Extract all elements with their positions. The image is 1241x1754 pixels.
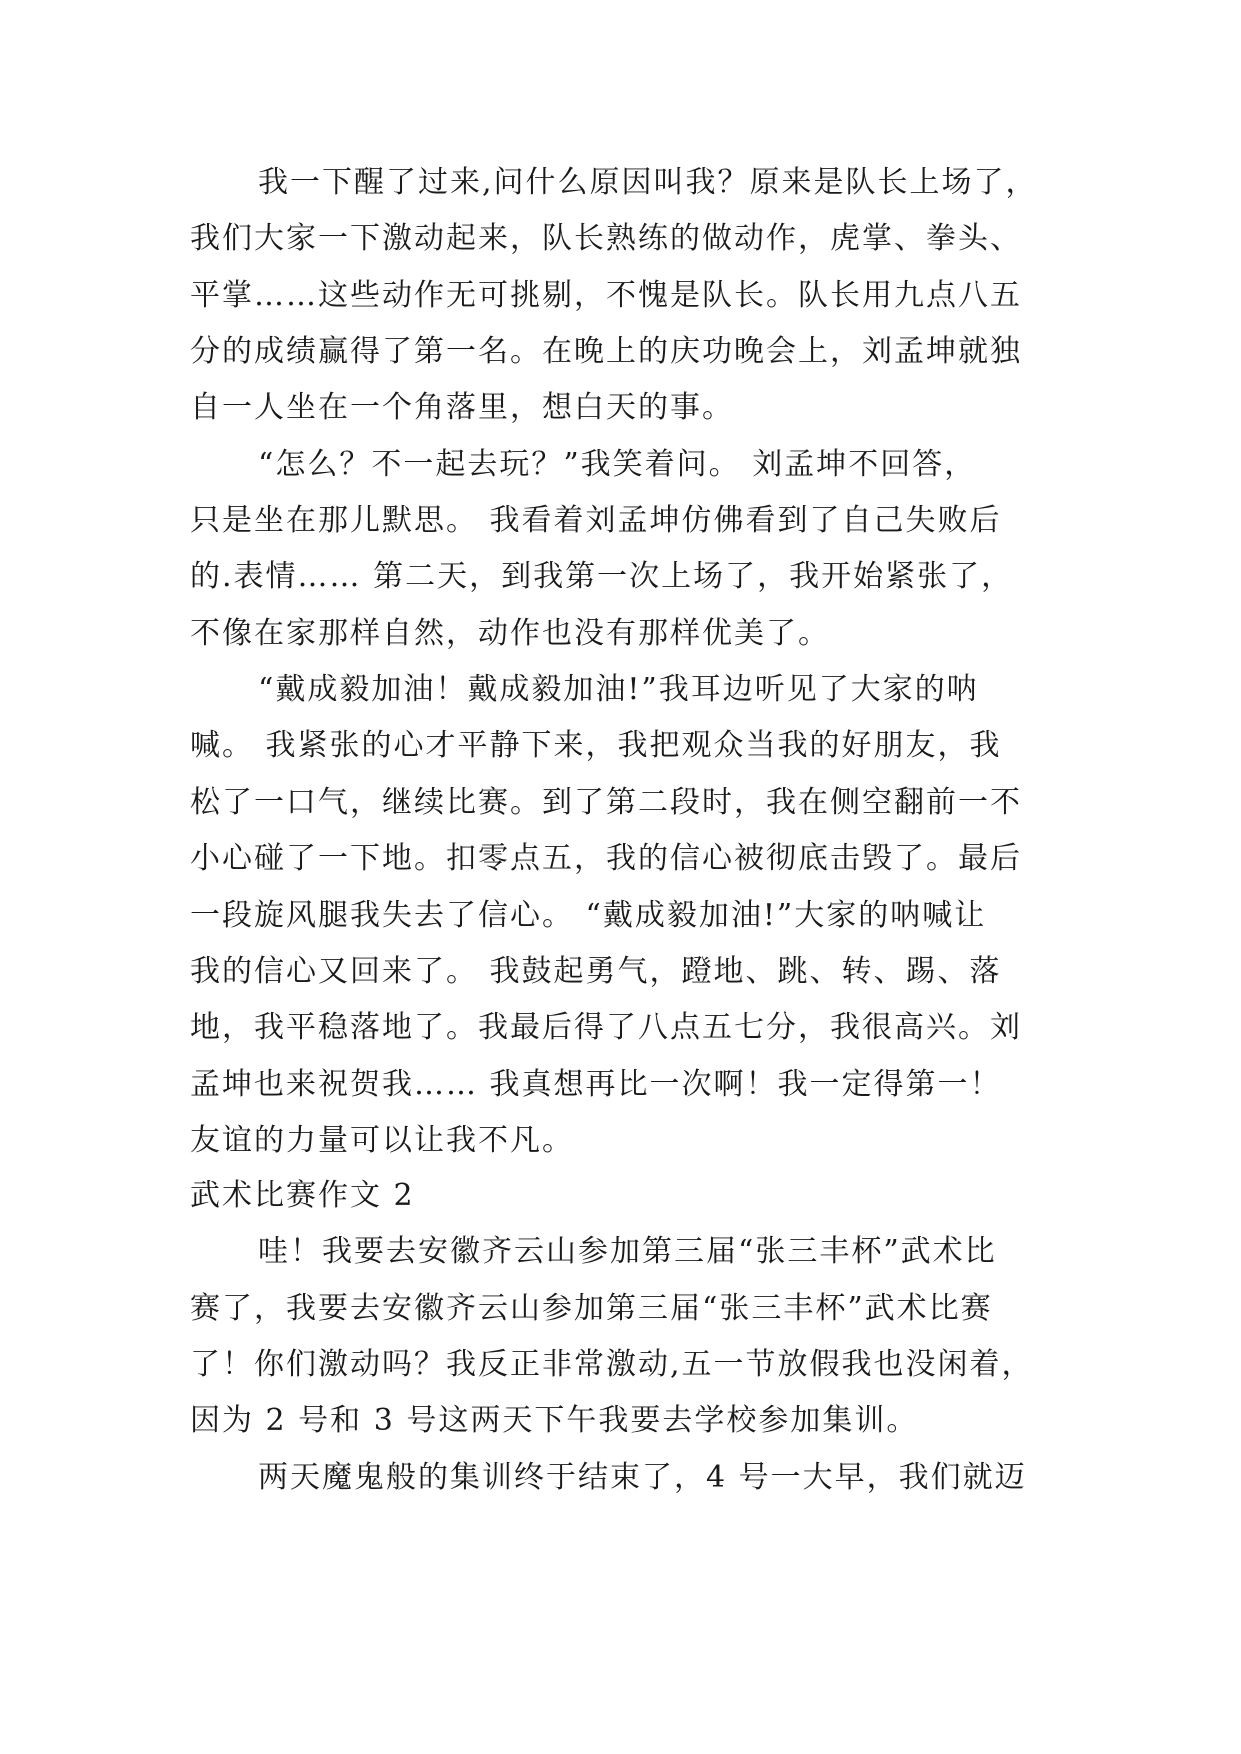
text-line: 自一人坐在一个角落里，想白天的事。 — [190, 390, 734, 425]
text-line: 因为 2 号和 3 号这两天下午我要去学校参加集训。 — [190, 1403, 919, 1438]
text-line: 我一下醒了过来,问什么原因叫我？原来是队长上场了， — [258, 165, 1038, 200]
text-line: 分的成绩赢得了第一名。在晚上的庆功晚会上，刘孟坤就独 — [190, 334, 1022, 369]
text-line: 喊。 我紧张的心才平静下来，我把观众当我的好朋友，我 — [190, 728, 1002, 763]
text-line: 友谊的力量可以让我不凡。 — [190, 1123, 574, 1158]
text-line: 松了一口气，继续比赛。到了第二段时，我在侧空翻前一不 — [190, 785, 1022, 820]
text-line: 地，我平稳落地了。我最后得了八点五七分，我很高兴。刘 — [190, 1010, 1022, 1045]
text-line: 只是坐在那儿默思。 我看着刘孟坤仿佛看到了自己失败后 — [190, 503, 1002, 538]
text-line: 了！你们激动吗？我反正非常激动,五一节放假我也没闲着， — [190, 1347, 1034, 1382]
text-line: 的.表情…… 第二天，到我第一次上场了，我开始紧张了， — [190, 559, 1014, 594]
section-heading: 武术比赛作文 2 — [190, 1178, 415, 1213]
text-line: 小心碰了一下地。扣零点五，我的信心被彻底击毁了。最后 — [190, 841, 1022, 876]
text-line: 不像在家那样自然，动作也没有那样优美了。 — [190, 616, 830, 651]
text-line: 赛了，我要去安徽齐云山参加第三届“张三丰杯”武术比赛 — [190, 1291, 993, 1326]
text-line: “戴成毅加油！戴成毅加油!”我耳边听见了大家的呐 — [258, 672, 979, 707]
text-line: “怎么？不一起去玩？”我笑着问。 刘孟坤不回答， — [258, 447, 977, 482]
text-line: 哇！我要去安徽齐云山参加第三届“张三丰杯”武术比 — [258, 1234, 997, 1269]
text-line: 平掌……这些动作无可挑剔，不愧是队长。队长用九点八五 — [190, 278, 1022, 313]
text-line: 孟坤也来祝贺我…… 我真想再比一次啊！我一定得第一！ — [190, 1067, 1002, 1102]
text-line: 两天魔鬼般的集训终于结束了，4 号一大早，我们就迈 — [258, 1460, 1027, 1495]
text-line: 一段旋风腿我失去了信心。 “戴成毅加油!”大家的呐喊让 — [190, 898, 987, 933]
text-line: 我的信心又回来了。 我鼓起勇气，蹬地、跳、转、踢、落 — [190, 954, 1002, 989]
text-line: 我们大家一下激动起来，队长熟练的做动作，虎掌、拳头、 — [190, 221, 1022, 256]
